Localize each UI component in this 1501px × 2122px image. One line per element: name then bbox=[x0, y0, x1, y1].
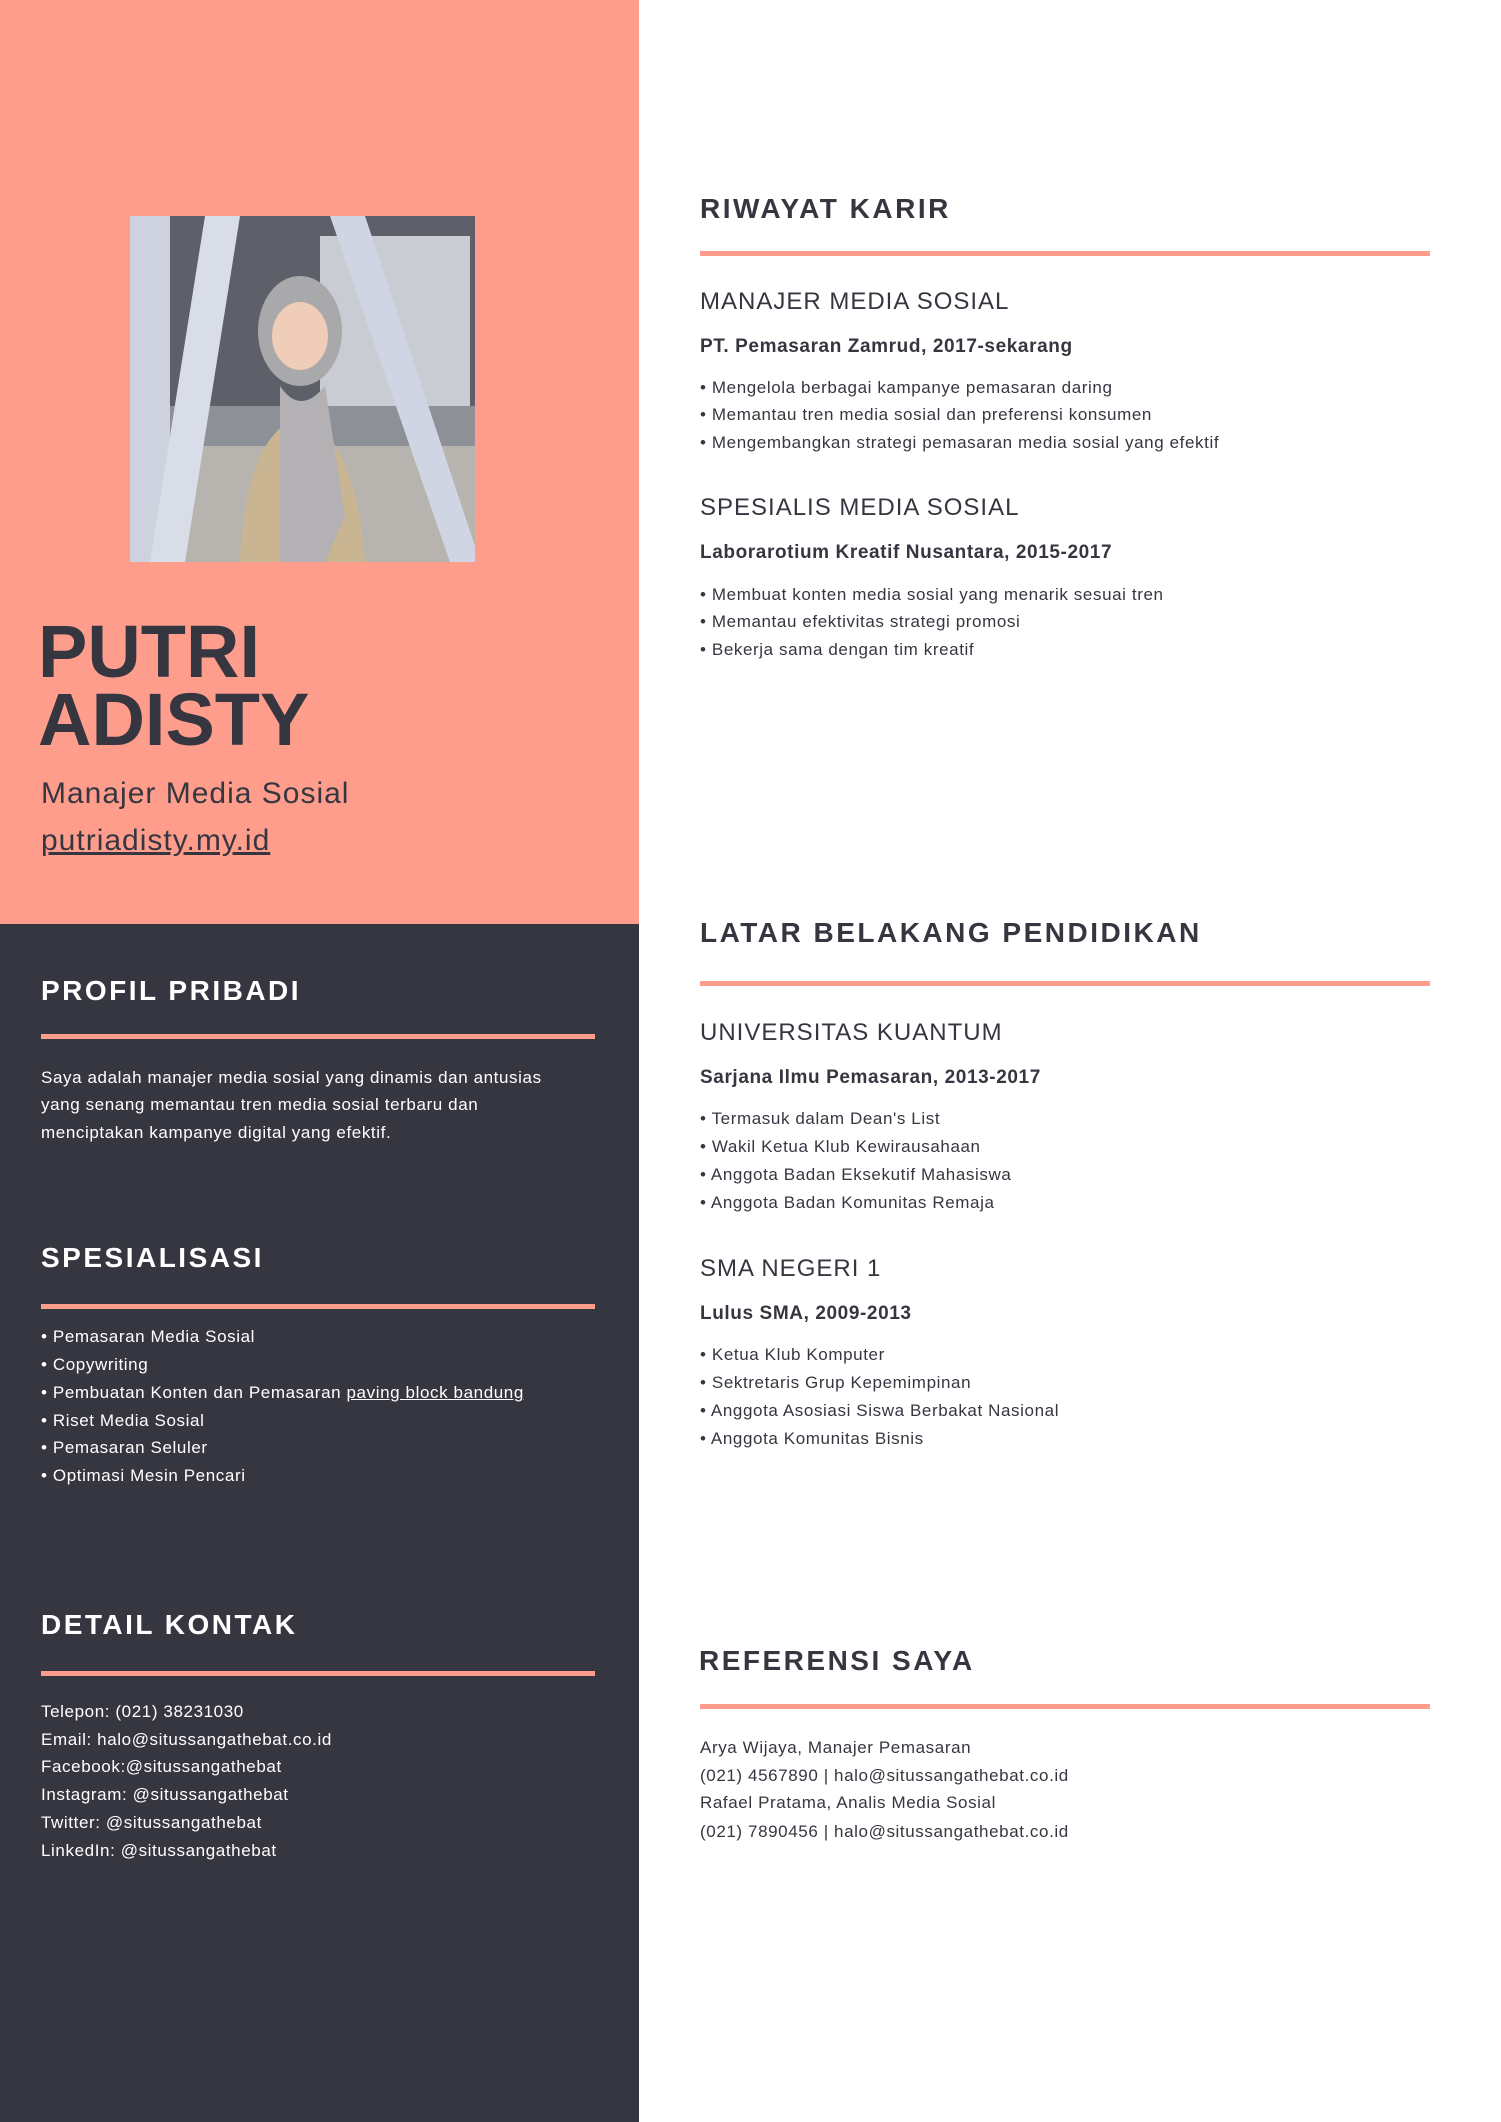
school-bullet: • Termasuk dalam Dean's List bbox=[700, 1109, 941, 1128]
profile-photo bbox=[130, 216, 475, 562]
contact-linkedin: LinkedIn: @situssangathebat bbox=[41, 1841, 277, 1860]
profile-text-line: Saya adalah manajer media sosial yang dinamis dan antusias bbox=[41, 1068, 542, 1087]
profile-text-line: menciptakan kampanye digital yang efektif. bbox=[41, 1123, 392, 1142]
reference-line: Rafael Pratama, Analis Media Sosial bbox=[700, 1793, 996, 1812]
last-name: ADISTY bbox=[38, 678, 310, 761]
contact-heading: DETAIL KONTAK bbox=[41, 1609, 298, 1640]
references-divider bbox=[700, 1704, 1430, 1709]
reference-line: Arya Wijaya, Manajer Pemasaran bbox=[700, 1738, 972, 1757]
school-name: SMA NEGERI 1 bbox=[700, 1255, 882, 1282]
paving-block-link[interactable]: paving block bandung bbox=[346, 1383, 524, 1402]
skill-item: • Pemasaran Media Sosial bbox=[41, 1327, 256, 1346]
job-bullet: • Mengembangkan strategi pemasaran media sosial yang efektif bbox=[700, 433, 1220, 452]
first-name: PUTRI bbox=[38, 610, 260, 693]
contact-email: Email: halo@situssangathebat.co.id bbox=[41, 1730, 332, 1749]
job-bullet: • Bekerja sama dengan tim kreatif bbox=[700, 640, 975, 659]
contact-facebook: Facebook:@situssangathebat bbox=[41, 1757, 282, 1776]
school-degree: Sarjana Ilmu Pemasaran, 2013-2017 bbox=[700, 1067, 1041, 1088]
reference-line: (021) 4567890 | halo@situssangathebat.co.id bbox=[700, 1766, 1069, 1785]
job-title: MANAJER MEDIA SOSIAL bbox=[700, 288, 1010, 315]
job-bullet: • Mengelola berbagai kampanye pemasaran daring bbox=[700, 378, 1113, 397]
school-bullet: • Wakil Ketua Klub Kewirausahaan bbox=[700, 1137, 981, 1156]
skill-item bbox=[41, 1379, 524, 1407]
contact-instagram: Instagram: @situssangathebat bbox=[41, 1785, 289, 1804]
school-degree: Lulus SMA, 2009-2013 bbox=[700, 1303, 912, 1324]
job-title: SPESIALIS MEDIA SOSIAL bbox=[700, 494, 1020, 521]
career-divider bbox=[700, 251, 1430, 256]
skill-item: • Pemasaran Seluler bbox=[41, 1438, 208, 1457]
skill-item: • Riset Media Sosial bbox=[41, 1411, 205, 1430]
school-bullet: • Anggota Asosiasi Siswa Berbakat Nasional bbox=[700, 1401, 1060, 1420]
job-bullet: • Memantau tren media sosial dan preferensi konsumen bbox=[700, 405, 1152, 424]
skills-heading: SPESIALISASI bbox=[41, 1242, 264, 1273]
career-heading: RIWAYAT KARIR bbox=[700, 193, 951, 224]
profile-text-line: yang senang memantau tren media sosial terbaru dan bbox=[41, 1095, 479, 1114]
education-heading: LATAR BELAKANG PENDIDIKAN bbox=[700, 917, 1202, 948]
reference-line: (021) 7890456 | halo@situssangathebat.co.id bbox=[700, 1822, 1069, 1841]
contact-divider bbox=[41, 1671, 595, 1676]
skill-item-text: • Pembuatan Konten dan Pemasaran bbox=[41, 1383, 347, 1402]
job-company: Laborarotium Kreatif Nusantara, 2015-2017 bbox=[700, 542, 1113, 563]
profile-divider bbox=[41, 1034, 595, 1039]
skill-item: • Copywriting bbox=[41, 1355, 149, 1374]
job-bullet: • Membuat konten media sosial yang menarik sesuai tren bbox=[700, 585, 1164, 604]
job-role: Manajer Media Sosial bbox=[41, 777, 350, 810]
job-bullet: • Memantau efektivitas strategi promosi bbox=[700, 612, 1021, 631]
school-bullet: • Ketua Klub Komputer bbox=[700, 1345, 885, 1364]
skill-item: • Optimasi Mesin Pencari bbox=[41, 1466, 246, 1485]
school-bullet: • Sektretaris Grup Kepemimpinan bbox=[700, 1373, 972, 1392]
school-bullet: • Anggota Komunitas Bisnis bbox=[700, 1429, 924, 1448]
school-name: UNIVERSITAS KUANTUM bbox=[700, 1019, 1003, 1046]
contact-phone: Telepon: (021) 38231030 bbox=[41, 1702, 244, 1721]
school-bullet: • Anggota Badan Komunitas Remaja bbox=[700, 1193, 995, 1212]
website-link[interactable]: putriadisty.my.id bbox=[41, 824, 271, 857]
contact-twitter: Twitter: @situssangathebat bbox=[41, 1813, 262, 1832]
job-company: PT. Pemasaran Zamrud, 2017-sekarang bbox=[700, 336, 1073, 357]
school-bullet: • Anggota Badan Eksekutif Mahasiswa bbox=[700, 1165, 1012, 1184]
education-divider bbox=[700, 981, 1430, 986]
skills-divider bbox=[41, 1304, 595, 1309]
profile-heading: PROFIL PRIBADI bbox=[41, 975, 302, 1006]
references-heading: REFERENSI SAYA bbox=[699, 1645, 975, 1676]
